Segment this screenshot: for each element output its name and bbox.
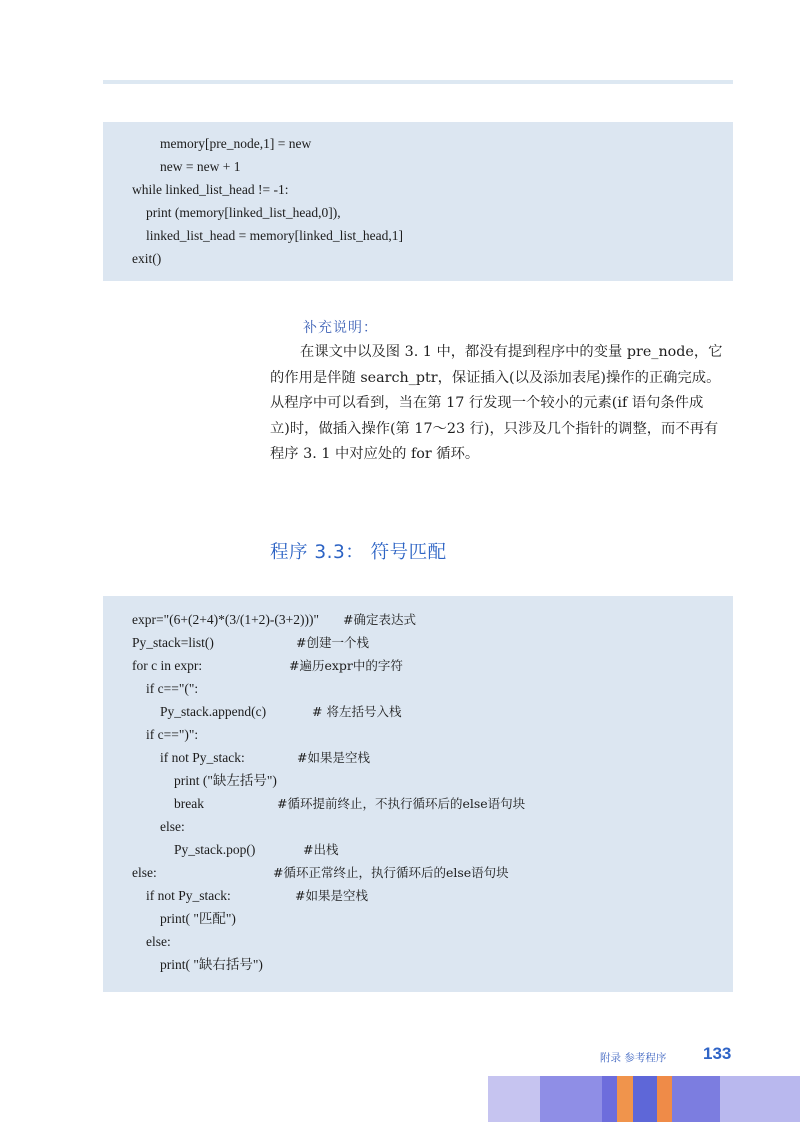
code-comment: #如果是空栈 — [295, 888, 368, 903]
code-line — [103, 884, 733, 907]
code-line — [103, 700, 733, 723]
note-line: 在课文中以及图 3. 1 中，都没有提到程序中的变量 pre_node，它 — [300, 344, 723, 360]
code-text: else: — [132, 865, 157, 880]
code-block-continued — [103, 122, 733, 281]
code-text: Py_stack=list() — [132, 635, 214, 650]
footer-strip-segment — [540, 1076, 602, 1122]
footer-strip-segment — [672, 1076, 720, 1122]
code-comment: #循环正常终止，执行循环后的else语句块 — [273, 865, 509, 880]
code-comment: #创建一个栈 — [296, 635, 369, 650]
code-text: Py_stack.append(c) — [160, 704, 267, 719]
code-line — [103, 907, 733, 930]
code-line — [103, 631, 733, 654]
code-line — [103, 608, 733, 631]
code-text: if c=="(": — [146, 681, 199, 696]
code-line — [103, 654, 733, 677]
code-line — [103, 723, 733, 746]
code-text: while linked_list_head != -1: — [132, 182, 289, 197]
code-text: else: — [160, 819, 185, 834]
code-text: print( "缺右括号") — [160, 957, 263, 972]
code-line — [103, 178, 733, 201]
footer-strip-segment — [602, 1076, 617, 1122]
code-text: if not Py_stack: — [160, 750, 245, 765]
code-comment: #循环提前终止，不执行循环后的else语句块 — [277, 796, 526, 811]
footer-strip-segment — [720, 1076, 800, 1122]
code-line — [103, 769, 733, 792]
note-line: 立)时，做插入操作(第 17～23 行)，只涉及几个指针的调整，而不再有 — [270, 420, 719, 437]
code-text: for c in expr: — [132, 658, 203, 673]
section-title: 程序 3.3： 符号匹配 — [270, 542, 447, 563]
code-line — [103, 838, 733, 861]
code-line — [103, 224, 733, 247]
code-text: print ("缺左括号") — [174, 773, 277, 788]
code-line — [103, 861, 733, 884]
note-paragraph — [270, 340, 740, 468]
footer-chapter-label: 附录 参考程序 — [600, 1052, 667, 1064]
code-text: print( "匹配") — [160, 911, 236, 926]
footer-strip-segment — [617, 1076, 633, 1122]
code-text: else: — [146, 934, 171, 949]
code-comment: # 将左括号入栈 — [312, 704, 402, 719]
code-text: memory[pre_node,1] = new — [160, 136, 312, 151]
code-text: print (memory[linked_list_head,0]), — [146, 205, 341, 220]
code-comment: #如果是空栈 — [297, 750, 370, 765]
code-text: new = new + 1 — [160, 159, 241, 174]
code-text: exit() — [132, 251, 162, 266]
code-text: if not Py_stack: — [146, 888, 231, 903]
note-label: 补充说明： — [303, 320, 378, 336]
code-line — [103, 155, 733, 178]
code-comment: #遍历expr中的字符 — [289, 658, 403, 673]
footer-strip-segment — [488, 1076, 540, 1122]
footer-strip-segment — [633, 1076, 657, 1122]
code-text: break — [174, 796, 204, 811]
page-number: 133 — [703, 1044, 732, 1063]
note-line: 从程序中可以看到，当在第 17 行发现一个较小的元素(if 语句条件成 — [270, 395, 704, 411]
code-comment: #确定表达式 — [343, 612, 416, 627]
code-line — [103, 247, 733, 270]
code-line — [103, 677, 733, 700]
code-text: if c==")": — [146, 727, 199, 742]
code-text: expr="(6+(2+4)*(3/(1+2)-(3+2)))" — [132, 612, 320, 627]
code-line — [103, 132, 733, 155]
code-line — [103, 815, 733, 838]
code-comment: #出栈 — [303, 842, 339, 857]
note-line: 程序 3. 1 中对应处的 for 循环。 — [270, 446, 480, 462]
code-text: linked_list_head = memory[linked_list_head,1] — [146, 228, 403, 243]
code-block-symbol-match — [103, 596, 733, 992]
code-text: Py_stack.pop() — [174, 842, 256, 857]
code-line — [103, 953, 733, 976]
code-line — [103, 792, 733, 815]
code-line — [103, 746, 733, 769]
footer-strip-segment — [657, 1076, 672, 1122]
code-line — [103, 201, 733, 224]
note-line: 的作用是伴随 search_ptr，保证插入(以及添加表尾)操作的正确完成。 — [270, 369, 721, 386]
header-rule — [103, 80, 733, 84]
code-line — [103, 930, 733, 953]
